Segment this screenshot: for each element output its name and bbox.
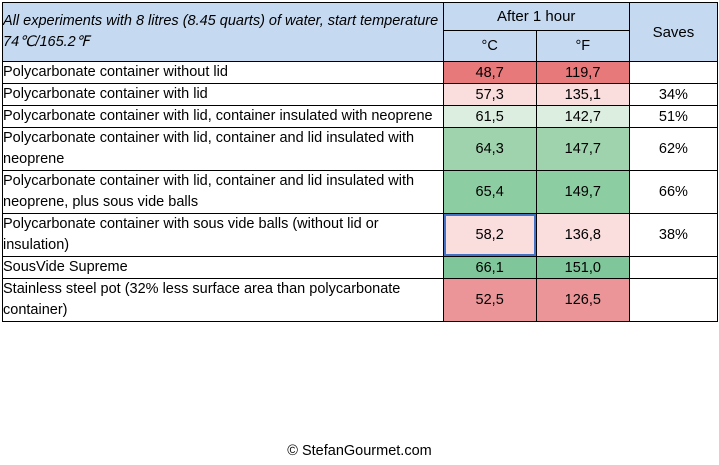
table-header <box>3 3 718 62</box>
header-description: All experiments with 8 litres (8.45 quarts) of water, start temperature 74℃/165.2℉ <box>3 3 444 62</box>
row-fahrenheit-value: 149,7 <box>536 171 629 214</box>
row-fahrenheit-value: 126,5 <box>536 279 629 322</box>
row-celsius-value: 61,5 <box>443 106 536 128</box>
row-description: Polycarbonate container with lid, container and lid insulated with neoprene, plus sous vide balls <box>3 171 444 214</box>
footer-credit: © StefanGourmet.com <box>0 437 719 465</box>
row-fahrenheit-value: 142,7 <box>536 106 629 128</box>
row-saves-value: 51% <box>629 106 717 128</box>
row-description: Polycarbonate container with lid, container and lid insulated with neoprene <box>3 128 444 171</box>
row-fahrenheit-value: 135,1 <box>536 84 629 106</box>
table-row <box>3 84 718 106</box>
row-fahrenheit-value: 147,7 <box>536 128 629 171</box>
row-celsius-value: 64,3 <box>443 128 536 171</box>
row-fahrenheit-value: 119,7 <box>536 62 629 84</box>
row-saves-value <box>629 257 717 279</box>
table-row <box>3 62 718 84</box>
row-saves-value: 66% <box>629 171 717 214</box>
row-fahrenheit-value: 151,0 <box>536 257 629 279</box>
header-saves: Saves <box>629 3 717 62</box>
header-row-top <box>3 3 718 31</box>
experiment-results-table <box>2 2 718 322</box>
row-celsius-value: 52,5 <box>443 279 536 322</box>
row-description: Polycarbonate container with lid <box>3 84 444 106</box>
table-row <box>3 106 718 128</box>
row-saves-value: 34% <box>629 84 717 106</box>
row-celsius-value: 48,7 <box>443 62 536 84</box>
header-after-1-hour: After 1 hour <box>443 3 629 31</box>
header-celsius: °C <box>443 31 536 62</box>
row-description: Polycarbonate container without lid <box>3 62 444 84</box>
header-fahrenheit: °F <box>536 31 629 62</box>
table-row <box>3 128 718 171</box>
table-body <box>3 62 718 322</box>
row-celsius-value: 65,4 <box>443 171 536 214</box>
row-saves-value <box>629 62 717 84</box>
row-description: Polycarbonate container with lid, container insulated with neoprene <box>3 106 444 128</box>
table-row <box>3 171 718 214</box>
table-row <box>3 214 718 257</box>
row-celsius-value: 66,1 <box>443 257 536 279</box>
row-fahrenheit-value: 136,8 <box>536 214 629 257</box>
comparison-table-sheet <box>0 2 719 465</box>
row-celsius-value: 57,3 <box>443 84 536 106</box>
table-row <box>3 279 718 322</box>
row-saves-value: 38% <box>629 214 717 257</box>
row-saves-value <box>629 279 717 322</box>
table-row <box>3 257 718 279</box>
row-description: SousVide Supreme <box>3 257 444 279</box>
row-description: Stainless steel pot (32% less surface area than polycarbonate container) <box>3 279 444 322</box>
row-saves-value: 62% <box>629 128 717 171</box>
row-celsius-value-selected[interactable]: 58,2 <box>443 214 536 257</box>
row-description: Polycarbonate container with sous vide balls (without lid or insulation) <box>3 214 444 257</box>
